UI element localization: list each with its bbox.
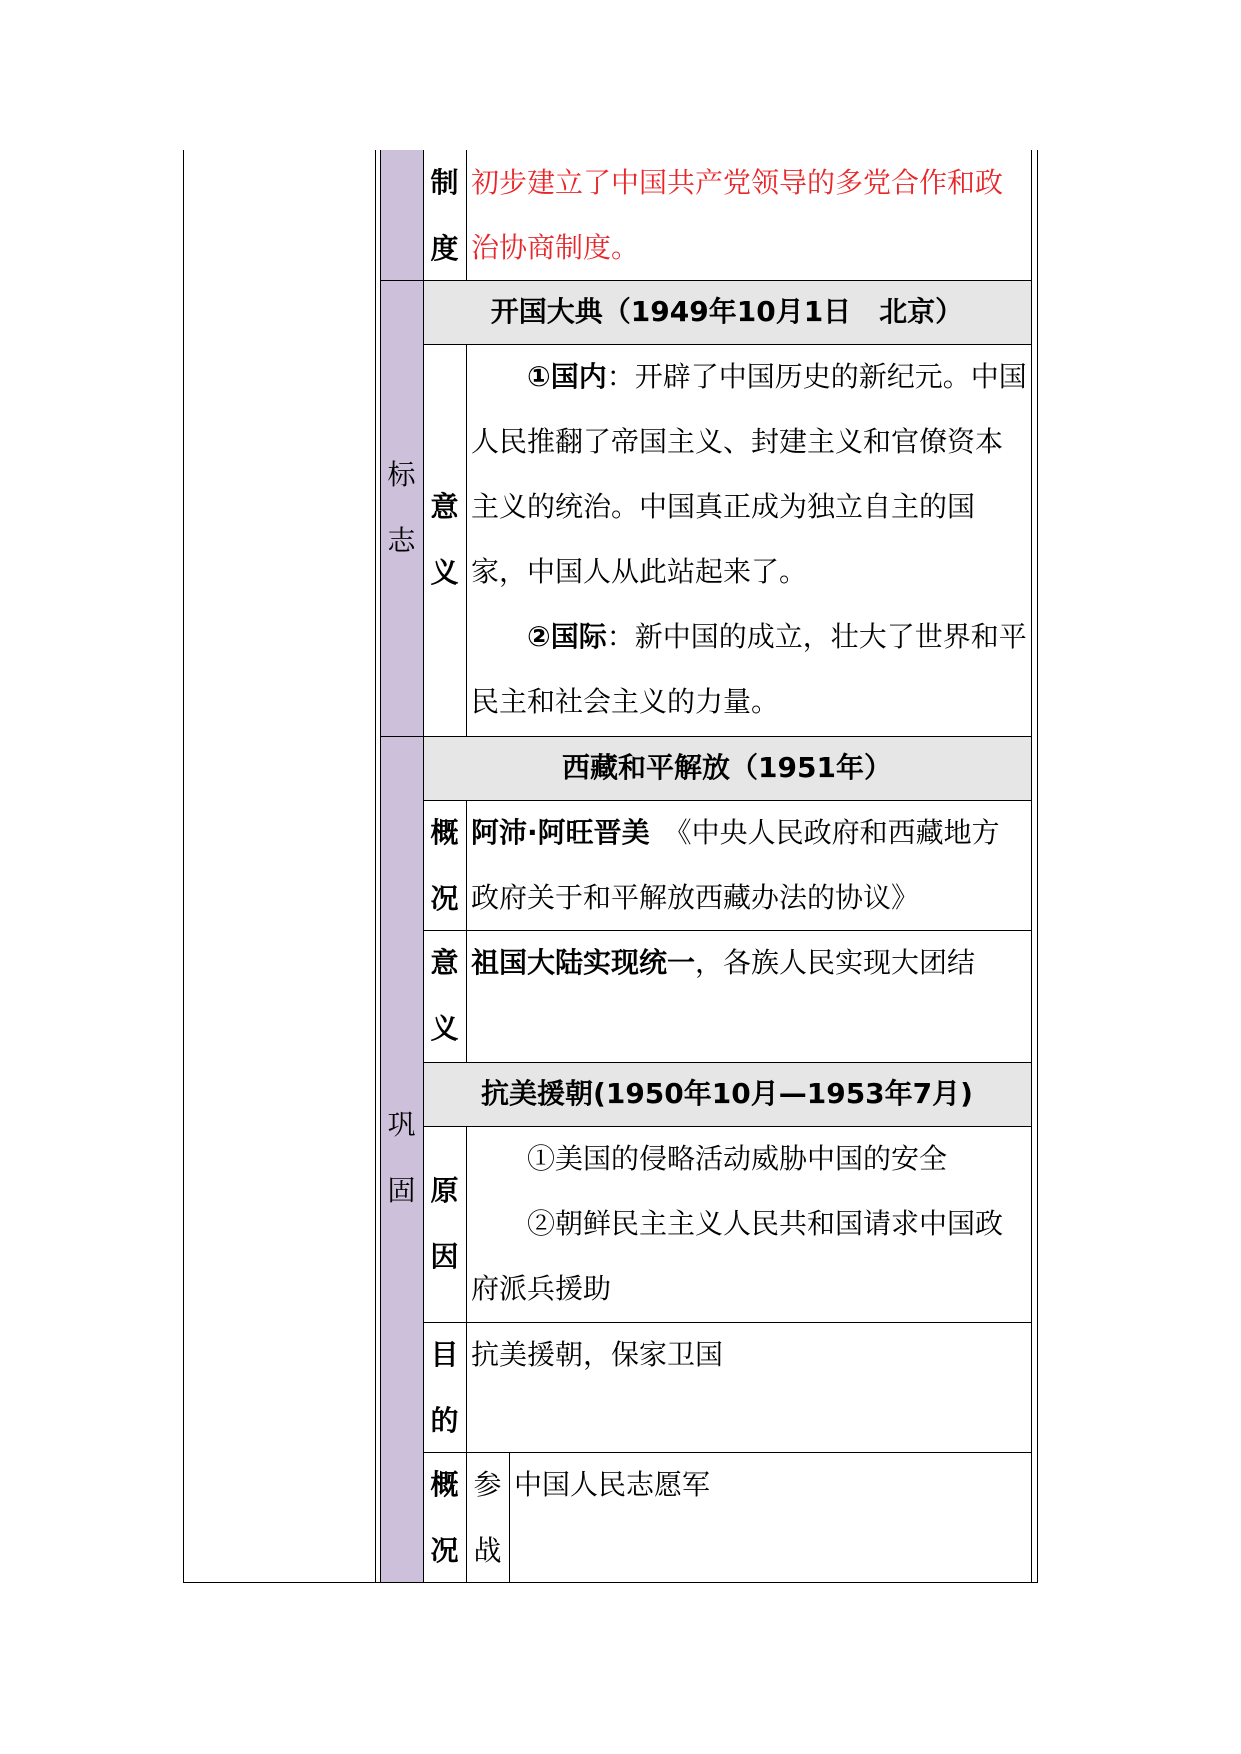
zhidu-text: 初步建立了中国共产党领导的多党合作和政治协商制度。: [471, 166, 1004, 264]
biaozhi-yiyi-text: [471, 344, 1027, 734]
biaozhi-yiyi-label: 意 义: [430, 490, 459, 589]
domestic-tag: ①国内: [527, 360, 607, 393]
tibet-yiyi-label: 意 义: [430, 946, 459, 1045]
zhidu-label: 制 度: [430, 166, 459, 265]
border-col1: [375, 150, 376, 1582]
kaiguo-heading: 开国大典（1949年10月1日 北京）: [490, 295, 964, 328]
yuanyin-label: 原 因: [430, 1174, 459, 1273]
border-canzhan: [509, 1452, 510, 1582]
korea-gaikuang-label: 概 况: [430, 1468, 459, 1567]
tibet-gaikuang-text: 阿沛·阿旺晋美 《中央人民政府和西藏地方政府关于和平解放西藏办法的协议》: [471, 816, 1000, 914]
mudi-label: 目 的: [430, 1338, 459, 1437]
border-label: [466, 344, 467, 736]
border-right-inner: [1031, 150, 1032, 1582]
tibet-heading: 西藏和平解放（1951年）: [562, 751, 892, 784]
border-left: [183, 150, 184, 1582]
biaozhi-label: 标 志: [387, 458, 416, 557]
canzhan-label: 参 战: [473, 1468, 502, 1567]
tibet-gaikuang-label: 概 况: [430, 816, 459, 915]
korea-heading: 抗美援朝(1950年10月—1953年7月): [481, 1077, 973, 1110]
purple-column: [380, 150, 423, 1582]
border-label: [466, 800, 467, 1062]
intl-tag: ②国际: [527, 620, 607, 653]
border-bottom: [183, 1582, 1038, 1583]
mudi-text: 抗美援朝，保家卫国: [471, 1338, 724, 1371]
intl-text: ：新中国的成立，壮大了世界和平民主和社会主义的力量。: [471, 620, 1027, 718]
tibet-yiyi-text: 祖国大陆实现统一，各族人民实现大团结: [471, 946, 976, 979]
border-col2: [380, 150, 381, 1582]
border-label: [466, 150, 467, 280]
domestic-text: ：开辟了中国历史的新纪元。中国人民推翻了帝国主义、封建主义和官僚资本主义的统治。中国真正成为独立自主的国家，中国人从此站起来了。: [471, 360, 1027, 588]
gonggu-label: 巩 固: [387, 1108, 416, 1207]
canzhan-text: 中国人民志愿军: [514, 1468, 711, 1501]
yuanyin-text: ①美国的侵略活动威胁中国的安全 ②朝鲜民主主义人民共和国请求中国政府派兵援助: [471, 1142, 1004, 1305]
border-right-outer: [1037, 150, 1038, 1582]
